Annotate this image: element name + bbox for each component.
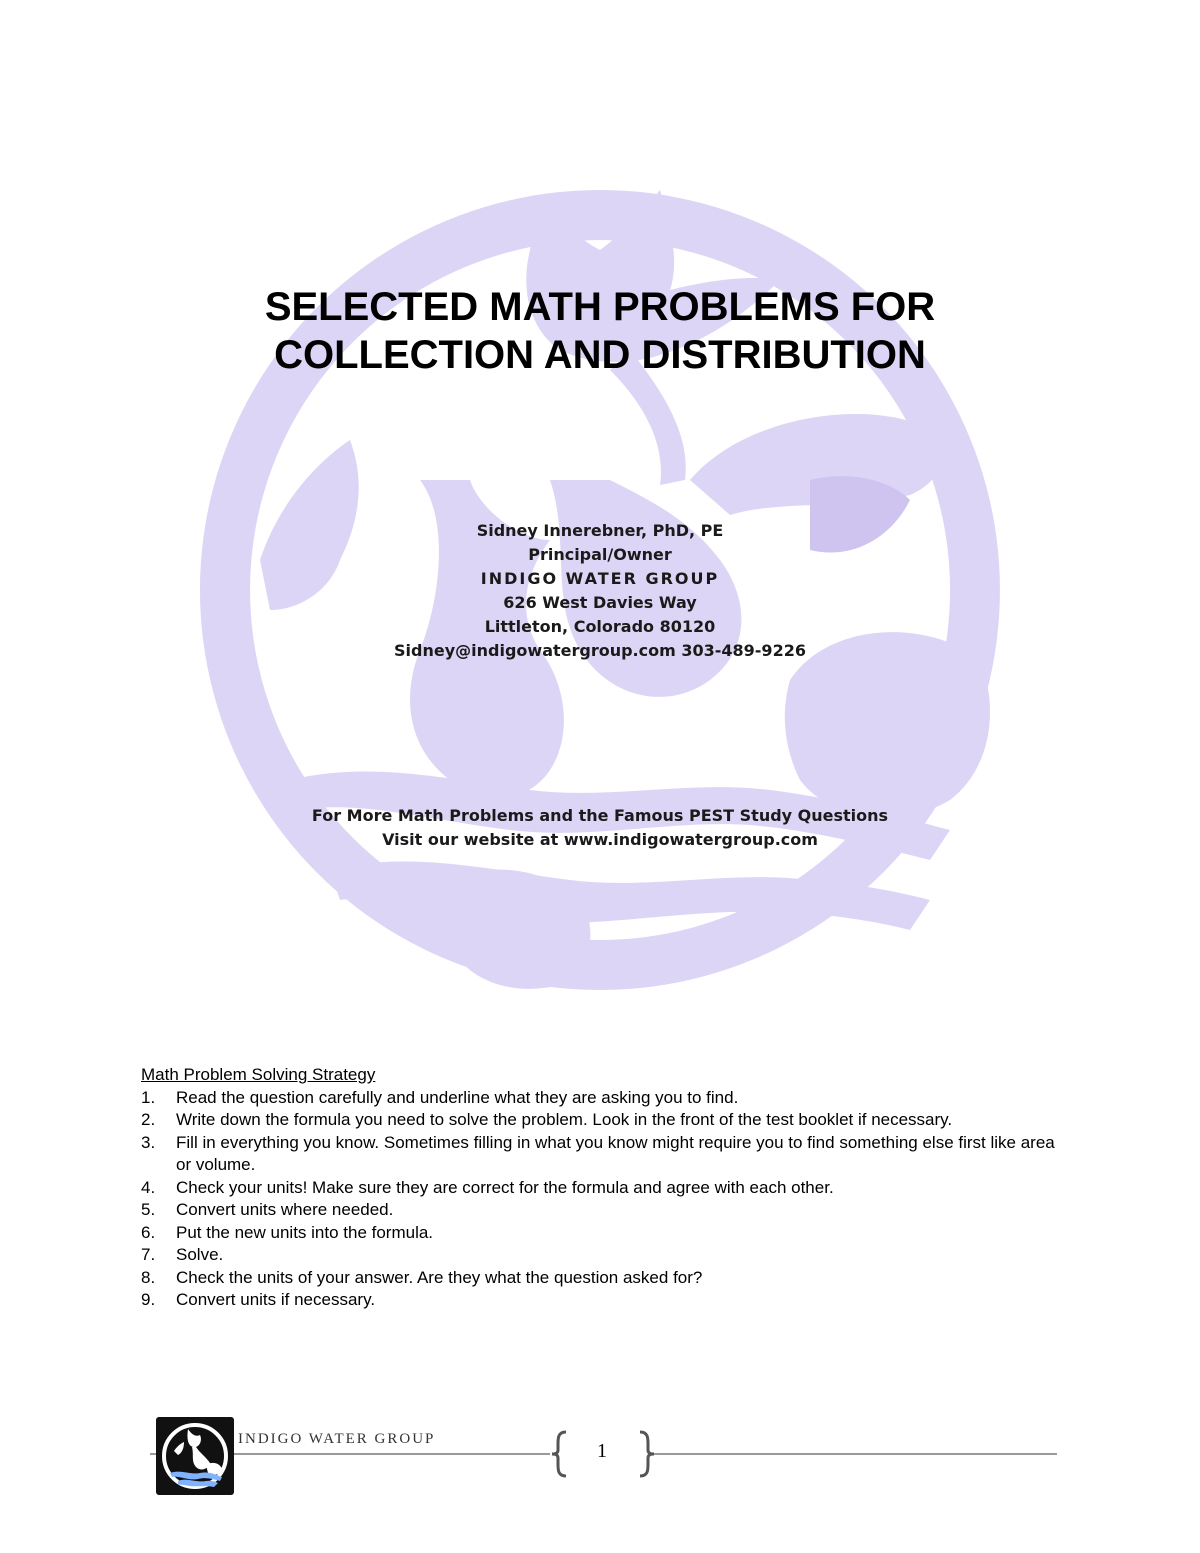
title-line-1: SELECTED MATH PROBLEMS FOR — [264, 285, 936, 329]
strategy-heading: Math Problem Solving Strategy — [141, 1065, 376, 1084]
step-text: Convert units where needed. — [176, 1200, 394, 1219]
page-number: 1 — [597, 1440, 607, 1462]
step-number: 4. — [141, 1177, 156, 1197]
strategy-section — [141, 1064, 1071, 1312]
city-address: Littleton, Colorado 80120 — [484, 617, 716, 636]
list-item — [141, 1267, 1071, 1290]
step-text: Check your units! Make sure they are correct for the formula and agree with each other. — [176, 1177, 834, 1197]
step-number: 5. — [141, 1200, 156, 1219]
step-text: Read the question carefully and underline what they are asking you to find. — [176, 1087, 739, 1107]
step-text: Check the units of your answer. Are they what the question asked for? — [176, 1267, 703, 1287]
right-brace-icon — [634, 1430, 658, 1478]
author-name: Sidney Innerebner, PhD, PE — [476, 521, 724, 540]
list-item — [141, 1222, 1071, 1245]
title-line-2: COLLECTION AND DISTRIBUTION — [274, 333, 926, 377]
promo-block — [0, 804, 1200, 852]
step-text: Convert units if necessary. — [176, 1290, 376, 1309]
step-number: 7. — [141, 1245, 156, 1264]
list-item — [141, 1244, 1071, 1267]
strategy-steps — [141, 1087, 1071, 1312]
list-item — [141, 1289, 1071, 1312]
list-item — [141, 1177, 1071, 1200]
footer-brand — [238, 1431, 435, 1448]
promo-line-2: Visit our website at www.indigowatergroup.com — [382, 830, 818, 849]
step-number: 9. — [141, 1290, 156, 1309]
list-item — [141, 1109, 1071, 1132]
step-text: Write down the formula you need to solve the problem. Look in the front of the test booklet if necessary. — [176, 1110, 953, 1129]
list-item — [141, 1087, 1071, 1110]
left-brace-icon — [548, 1430, 572, 1478]
document-title — [0, 283, 1200, 379]
step-text: Fill in everything you know. Sometimes filling in what you know might require you to find something else first like area or volume. — [176, 1132, 1055, 1174]
step-number: 1. — [141, 1087, 156, 1107]
step-text: Put the new units into the formula. — [176, 1222, 434, 1242]
step-number: 3. — [141, 1132, 156, 1152]
footer-logo-icon — [156, 1417, 234, 1495]
step-number: 6. — [141, 1222, 156, 1242]
step-number: 8. — [141, 1267, 156, 1287]
footer-brand-text: INDIGO WATER GROUP — [238, 1431, 436, 1447]
list-item — [141, 1132, 1071, 1177]
email-phone: Sidney@indigowatergroup.com 303-489-9226 — [394, 641, 806, 660]
page-footer — [0, 1410, 1200, 1510]
author-role: Principal/Owner — [528, 545, 672, 564]
street-address: 626 West Davies Way — [503, 593, 697, 612]
step-number: 2. — [141, 1110, 156, 1129]
list-item — [141, 1199, 1071, 1222]
contact-block — [0, 519, 1200, 663]
company-name: INDIGO WATER GROUP — [480, 569, 720, 588]
footer-divider-right — [652, 1453, 1057, 1455]
step-text: Solve. — [176, 1245, 224, 1264]
promo-line-1: For More Math Problems and the Famous PEST Study Questions — [311, 806, 889, 825]
